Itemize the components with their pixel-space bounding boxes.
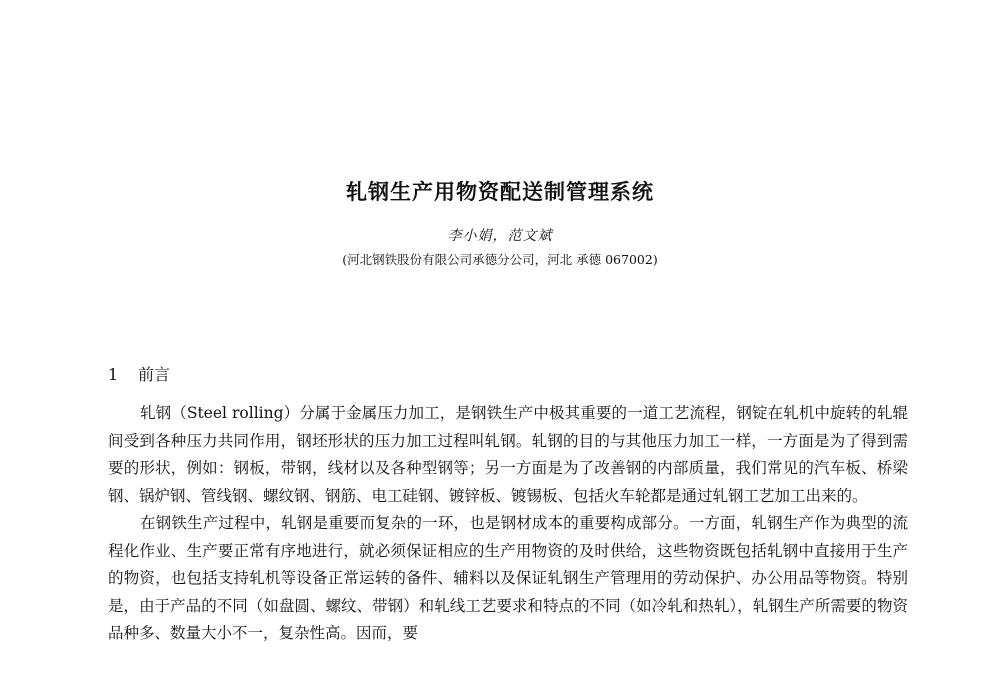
section-number: 1 — [108, 365, 119, 384]
paper-title: 轧钢生产用物资配送制管理系统 — [346, 180, 654, 204]
paper-authors: 李小娟，范文斌 — [447, 228, 553, 244]
body-text — [108, 400, 908, 648]
paragraph: 在钢铁生产过程中，轧钢是重要而复杂的一环，也是钢材成本的重要构成部分。一方面，轧钢生产作为典型的流程化作业、生产要正常有序地进行，就必须保证相应的生产用物资的及时供给，这些物资既包括轧钢中直接用于生产的物资，也包括支持轧机等设备正常运转的备件、辅料以及保证轧钢生产管理用的劳动保护、办公用品等物资。特别是，由于产品的不同（如盘圆、螺纹、带钢）和轧线工艺要求和特点的不同（如冷轧和热轧），轧钢生产所需要的物资品种多、数量大小不一，复杂性高。因而，要 — [108, 514, 908, 642]
section-heading — [108, 362, 170, 385]
section-title: 前言 — [138, 365, 171, 384]
paper-affiliation: (河北钢铁股份有限公司承德分公司，河北 承德 067002) — [342, 252, 658, 267]
paragraph: 轧钢（Steel rolling）分属于金属压力加工，是钢铁生产中极其重要的一道工艺流程，钢锭在轧机中旋转的轧辊间受到各种压力共同作用，钢坯形状的压力加工过程叫轧钢。轧钢的目的与其他压力加工一样，一方面是为了得到需要的形状，例如：钢板，带钢，线材以及各种型钢等；另一方面是为了改善钢的内部质量，我们常见的汽车板、桥梁钢、锅炉钢、管线钢、螺纹钢、钢筋、电工硅钢、镀锌板、镀锡板、包括火车轮都是通过轧钢工艺加工出来的。 — [108, 404, 908, 505]
